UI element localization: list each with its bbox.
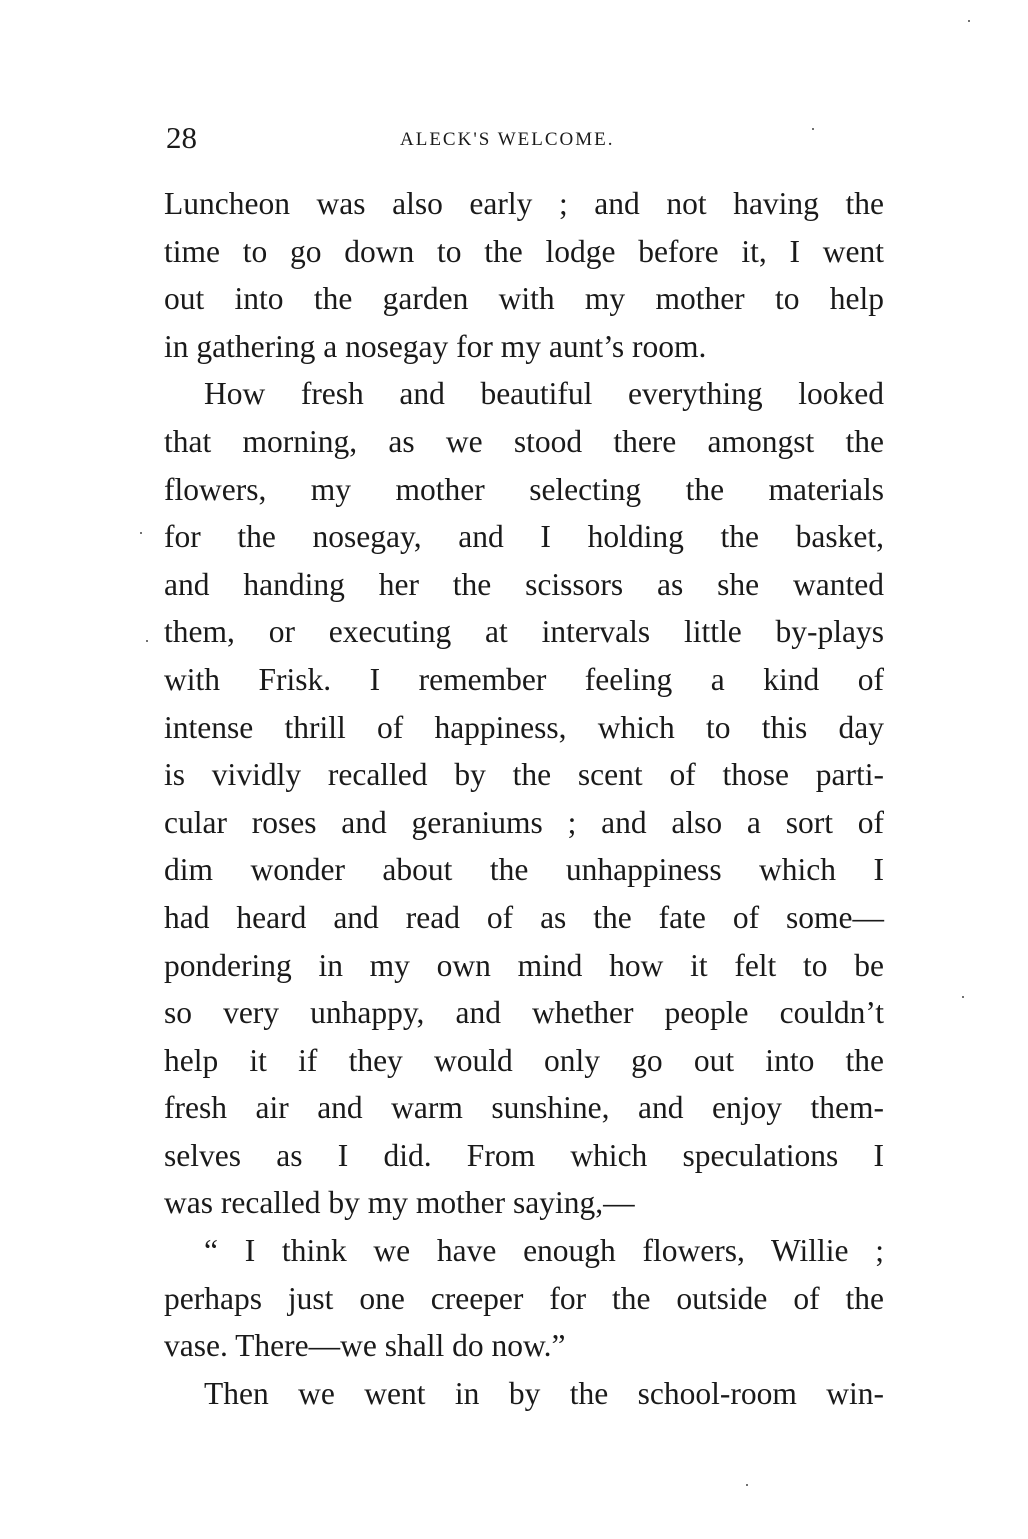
text-line: dim wonder about the unhappiness which I [164,852,884,888]
text-line: is vividly recalled by the scent of those parti- [164,757,884,793]
page-number: 28 [166,120,197,155]
text-line: selves as I did. From which speculations I [164,1137,884,1173]
text-line: intense thrill of happiness, which to this day [164,709,884,745]
text-line: flowers, my mother selecting the materials [164,471,884,507]
paper-speck [146,640,148,642]
text-line: out into the garden with my mother to help [164,281,884,317]
text-line: in gathering a nosegay for my aunt’s room. [164,328,707,364]
text-line: for the nosegay, and I holding the basket, [164,519,884,555]
body-text [164,180,884,1417]
text-line: “ I think we have enough flowers, Willie ; [204,1233,884,1269]
text-line: time to go down to the lodge before it, I went [164,233,884,269]
text-line: Then we went in by the school-room win- [204,1375,884,1411]
paper-speck [812,128,814,130]
text-line: pondering in my own mind how it felt to be [164,947,884,983]
text-line: had heard and read of as the fate of some— [164,899,884,935]
text-line: Luncheon was also early ; and not having the [164,186,884,221]
text-line: fresh air and warm sunshine, and enjoy them- [164,1090,884,1126]
text-line: How fresh and beautiful everything looked [204,376,884,412]
text-line: with Frisk. I remember feeling a kind of [164,661,884,697]
paper-speck [962,996,964,998]
text-line: so very unhappy, and whether people couldn’t [164,995,884,1031]
text-line: that morning, as we stood there amongst the [164,423,884,459]
text-line: them, or executing at intervals little by-plays [164,614,884,650]
text-line: and handing her the scissors as she wanted [164,566,884,602]
text-line: cular roses and geraniums ; and also a sort of [164,804,884,840]
text-line: was recalled by my mother saying,— [164,1185,635,1221]
paper-speck [968,20,970,22]
page-header [166,118,882,158]
text-line: perhaps just one creeper for the outside of the [164,1280,884,1316]
text-line: vase. There—we shall do now.” [164,1328,566,1364]
text-line: help it if they would only go out into the [164,1042,884,1078]
paper-speck [140,532,142,534]
paper-speck [746,1484,748,1486]
running-title: ALECK'S WELCOME. [400,129,615,150]
